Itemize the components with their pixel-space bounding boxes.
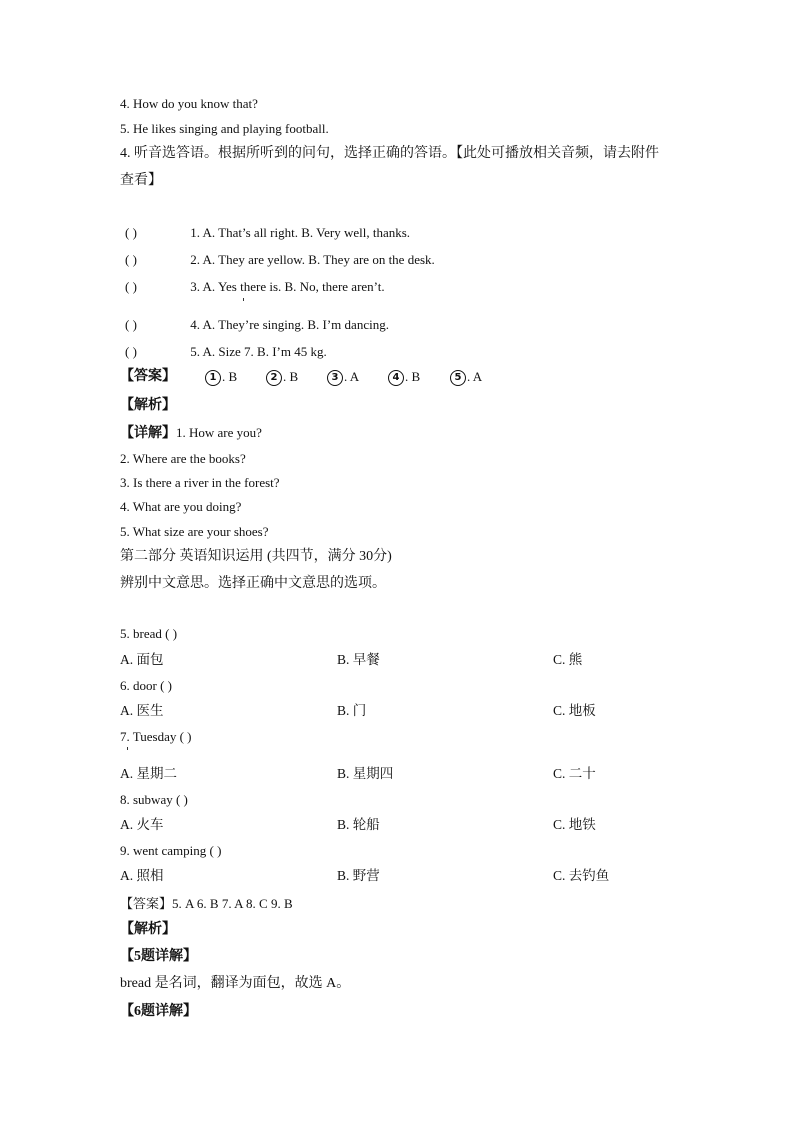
question-row	[125, 316, 389, 334]
answer-item: 5 . A	[450, 368, 482, 386]
question-options: 5. A. Size 7. B. I’m 45 kg.	[190, 344, 327, 359]
answer-blank: ( )	[125, 252, 137, 267]
circled-number: 4	[388, 370, 404, 386]
question-options: 4. A. They’re singing. B. I’m dancing.	[190, 317, 389, 332]
part-instruction: 辨别中文意思。选择正确中文意思的选项。	[120, 576, 386, 591]
answer-item: 1 . B	[205, 368, 237, 386]
answer-blank: ( )	[125, 225, 137, 240]
answer-item: 4 . B	[388, 368, 420, 386]
section-instruction-cont: 查看】	[120, 173, 162, 188]
option-a: A. 星期二	[120, 766, 177, 781]
analysis-label: 【解析】	[120, 398, 176, 413]
question-stem: 7. Tuesday ( )	[120, 729, 192, 744]
answer-label: 【答案】	[120, 369, 176, 384]
option-b: B. 门	[337, 703, 367, 718]
option-b: B. 野营	[337, 868, 380, 883]
option-a: A. 火车	[120, 817, 164, 832]
question-stem: 8. subway ( )	[120, 792, 188, 807]
answer-item: 2 . B	[266, 368, 298, 386]
question-options: 3. A. Yes there is. B. No, there aren’t.	[190, 279, 385, 294]
detail-label: 【详解】	[120, 426, 176, 441]
analysis-label: 【解析】	[120, 922, 176, 937]
option-a: A. 医生	[120, 703, 164, 718]
answer-blank: ( )	[125, 344, 137, 359]
question-options: 2. A. They are yellow. B. They are on the desk.	[190, 252, 435, 267]
detail-line	[120, 424, 262, 443]
question-options: 1. A. That’s all right. B. Very well, thanks.	[190, 225, 411, 240]
question-row	[125, 278, 385, 296]
question-stem: 9. went camping ( )	[120, 843, 222, 858]
question-row	[125, 251, 435, 269]
answer-item: 3 . A	[327, 368, 359, 386]
section-instruction: 4. 听音选答语。根据所听到的问句，选择正确的答语。【此处可播放相关音频，请去附件	[120, 146, 659, 161]
option-b: B. 轮船	[337, 817, 380, 832]
option-c: C. 去钓鱼	[553, 868, 610, 883]
question-row	[125, 224, 410, 242]
stray-mark	[243, 298, 244, 301]
option-c: C. 熊	[553, 652, 583, 667]
text-line: 4. How do you know that?	[120, 96, 258, 111]
circled-number: 1	[205, 370, 221, 386]
detail-label: 【6题详解】	[120, 1004, 197, 1019]
circled-number: 5	[450, 370, 466, 386]
question-stem: 6. door ( )	[120, 678, 172, 693]
answer-blank: ( )	[125, 279, 137, 294]
detail-line: 3. Is there a river in the forest?	[120, 475, 280, 490]
detail-text: bread 是名词，翻译为面包，故选 A。	[120, 976, 351, 991]
text-line: 5. He likes singing and playing football.	[120, 121, 329, 136]
answer-blank: ( )	[125, 317, 137, 332]
part-heading: 第二部分 英语知识运用 (共四节，满分 30分)	[120, 549, 392, 564]
detail-label: 【5题详解】	[120, 949, 197, 964]
option-c: C. 地板	[553, 703, 596, 718]
detail-line: 5. What size are your shoes?	[120, 524, 269, 539]
detail-text: 1. How are you?	[176, 425, 262, 440]
option-a: A. 面包	[120, 652, 164, 667]
stray-mark	[127, 747, 128, 750]
answer-line: 【答案】5. A 6. B 7. A 8. C 9. B	[120, 896, 293, 911]
question-row	[125, 343, 327, 361]
circled-number: 3	[327, 370, 343, 386]
option-c: C. 地铁	[553, 817, 596, 832]
option-b: B. 早餐	[337, 652, 380, 667]
option-a: A. 照相	[120, 868, 164, 883]
option-c: C. 二十	[553, 766, 596, 781]
question-stem: 5. bread ( )	[120, 626, 178, 641]
detail-line: 2. Where are the books?	[120, 451, 246, 466]
detail-line: 4. What are you doing?	[120, 499, 242, 514]
option-b: B. 星期四	[337, 766, 394, 781]
circled-number: 2	[266, 370, 282, 386]
